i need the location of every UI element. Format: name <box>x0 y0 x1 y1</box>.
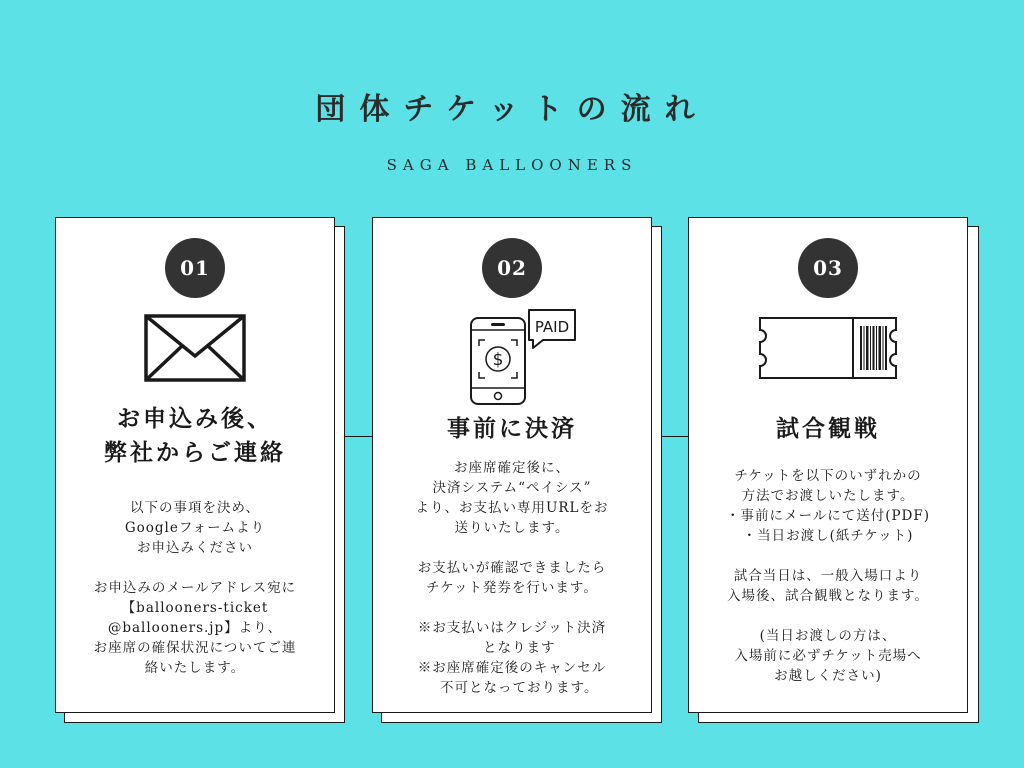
description-line: チケット発券を行います。 <box>426 580 598 596</box>
description-line: お申込みください <box>137 540 253 556</box>
ticket-icon <box>689 316 967 380</box>
step-heading <box>373 412 651 446</box>
svg-text:$: $ <box>492 350 504 370</box>
description-line: 入場後、試合観戦となります。 <box>727 588 929 604</box>
description-line: 入場前に必ずチケット売場へ <box>734 648 922 664</box>
description-line: @ballooners.jp】より、 <box>107 620 283 636</box>
description-line: 以下の事項を決め、 <box>130 500 260 516</box>
description-line: 方法でお渡しいたします。 <box>741 488 915 504</box>
description-line: 決済システム“ペイシス” <box>432 480 592 496</box>
description-line: お座席の確保状況についてご連 <box>93 640 297 656</box>
description-line: ※お支払いはクレジット決済 <box>417 620 607 636</box>
description-line: お座席確定後に、 <box>454 460 570 476</box>
step-number-badge: 03 <box>798 238 858 298</box>
description-line: お越しください) <box>774 668 882 684</box>
description-line: 送りいたします。 <box>454 520 570 536</box>
description-line: 試合当日は、一般入場口より <box>733 568 923 584</box>
step-heading <box>56 402 334 470</box>
envelope-icon <box>56 314 334 382</box>
step-description <box>699 466 957 686</box>
description-line <box>383 598 641 618</box>
step-card-2 <box>372 217 652 713</box>
description-line: お支払いが確認できましたら <box>417 560 607 576</box>
page-title: 団体チケットの流れ <box>315 92 709 127</box>
phone-payment-icon <box>373 308 651 406</box>
step-heading-line: 弊社からご連絡 <box>104 439 286 466</box>
step-description <box>383 458 641 698</box>
description-line: 【ballooners-ticket <box>121 600 269 616</box>
description-line <box>699 546 957 566</box>
description-line: 不可となっております。 <box>425 680 599 696</box>
paid-label: PAID <box>534 318 570 336</box>
step-heading-line: お申込み後、 <box>117 405 273 432</box>
step-heading <box>689 412 967 446</box>
description-line <box>66 558 324 578</box>
step-card-1 <box>55 217 335 713</box>
step-description <box>66 498 324 678</box>
step-number-badge: 01 <box>165 238 225 298</box>
description-line: ・事前にメールにて送付(PDF) <box>725 508 931 524</box>
step-number-badge: 02 <box>482 238 542 298</box>
description-line: ※お座席確定後のキャンセル <box>417 660 607 676</box>
page-subtitle: SAGA BALLOONERS <box>386 156 638 174</box>
description-line: お申込みのメールアドレス宛に <box>93 580 297 596</box>
step-heading-line: 試合観戦 <box>776 415 880 442</box>
description-line: より、お支払い専用URLをお <box>415 500 609 516</box>
step-card-3 <box>688 217 968 713</box>
description-line: Googleフォームより <box>124 520 266 536</box>
description-line: ・当日お渡し(紙チケット) <box>742 528 914 544</box>
description-line: となります <box>468 640 556 656</box>
description-line: チケットを以下のいずれかの <box>734 468 922 484</box>
description-line <box>383 538 641 558</box>
description-line: (当日お渡しの方は、 <box>759 628 897 644</box>
description-line: 絡いたします。 <box>144 660 246 676</box>
step-heading-line: 事前に決済 <box>447 415 577 442</box>
description-line <box>699 606 957 626</box>
